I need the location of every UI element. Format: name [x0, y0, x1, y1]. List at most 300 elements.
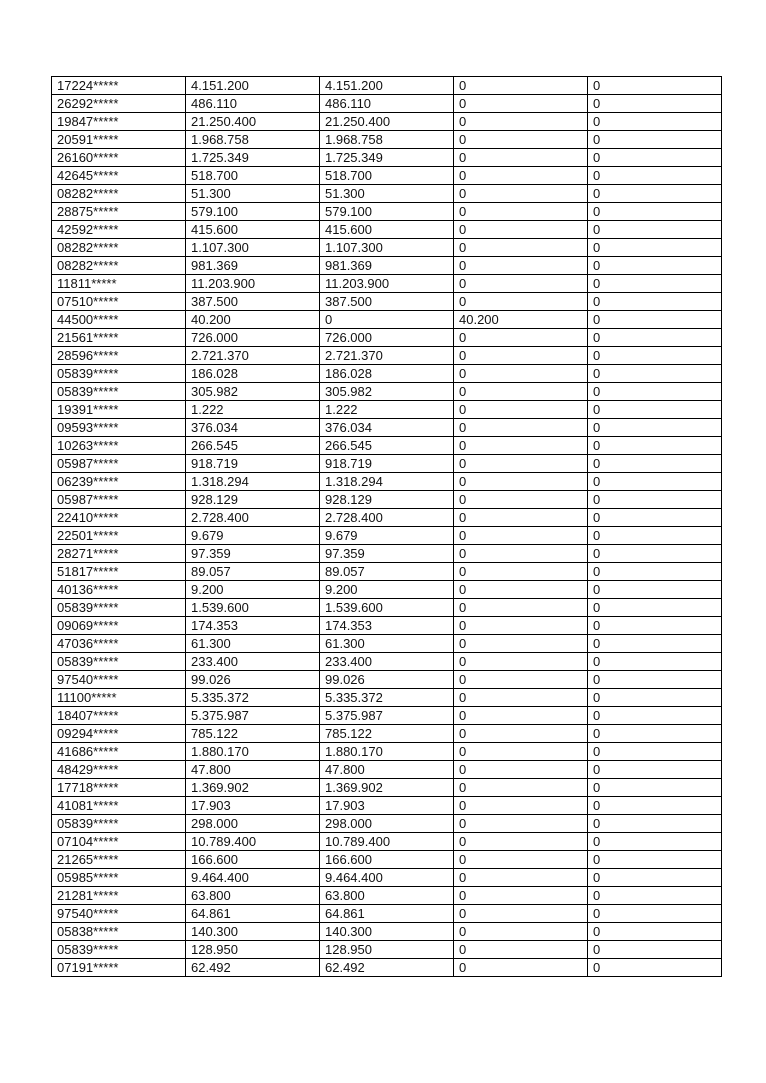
table-row — [52, 473, 722, 491]
paid-cell: 5.335.372 — [320, 689, 454, 707]
other-cell: 0 — [588, 329, 722, 347]
paid-cell: 9.464.400 — [320, 869, 454, 887]
id-cell: 05839***** — [52, 383, 186, 401]
remaining-cell: 40.200 — [454, 311, 588, 329]
remaining-cell: 0 — [454, 509, 588, 527]
id-cell: 19391***** — [52, 401, 186, 419]
paid-cell: 9.200 — [320, 581, 454, 599]
paid-cell: 0 — [320, 311, 454, 329]
table-row — [52, 275, 722, 293]
other-cell: 0 — [588, 185, 722, 203]
data-table — [51, 76, 722, 977]
id-cell: 17224***** — [52, 77, 186, 95]
id-cell: 97540***** — [52, 905, 186, 923]
amount-cell: 174.353 — [186, 617, 320, 635]
table-row — [52, 941, 722, 959]
remaining-cell: 0 — [454, 275, 588, 293]
other-cell: 0 — [588, 941, 722, 959]
amount-cell: 2.728.400 — [186, 509, 320, 527]
paid-cell: 61.300 — [320, 635, 454, 653]
id-cell: 06239***** — [52, 473, 186, 491]
table-row — [52, 563, 722, 581]
table-row — [52, 491, 722, 509]
paid-cell: 579.100 — [320, 203, 454, 221]
table-row — [52, 599, 722, 617]
paid-cell: 1.539.600 — [320, 599, 454, 617]
id-cell: 17718***** — [52, 779, 186, 797]
paid-cell: 4.151.200 — [320, 77, 454, 95]
paid-cell: 233.400 — [320, 653, 454, 671]
remaining-cell: 0 — [454, 401, 588, 419]
paid-cell: 97.359 — [320, 545, 454, 563]
table-row — [52, 815, 722, 833]
id-cell: 09069***** — [52, 617, 186, 635]
table-row — [52, 419, 722, 437]
remaining-cell: 0 — [454, 545, 588, 563]
id-cell: 22501***** — [52, 527, 186, 545]
paid-cell: 186.028 — [320, 365, 454, 383]
other-cell: 0 — [588, 707, 722, 725]
paid-cell: 166.600 — [320, 851, 454, 869]
other-cell: 0 — [588, 239, 722, 257]
remaining-cell: 0 — [454, 257, 588, 275]
amount-cell: 1.880.170 — [186, 743, 320, 761]
other-cell: 0 — [588, 833, 722, 851]
table-row — [52, 329, 722, 347]
id-cell: 40136***** — [52, 581, 186, 599]
amount-cell: 11.203.900 — [186, 275, 320, 293]
amount-cell: 5.375.987 — [186, 707, 320, 725]
table-row — [52, 221, 722, 239]
other-cell: 0 — [588, 743, 722, 761]
table-row — [52, 401, 722, 419]
paid-cell: 1.107.300 — [320, 239, 454, 257]
table-row — [52, 905, 722, 923]
id-cell: 21265***** — [52, 851, 186, 869]
other-cell: 0 — [588, 131, 722, 149]
id-cell: 10263***** — [52, 437, 186, 455]
remaining-cell: 0 — [454, 293, 588, 311]
amount-cell: 63.800 — [186, 887, 320, 905]
remaining-cell: 0 — [454, 815, 588, 833]
id-cell: 05839***** — [52, 599, 186, 617]
amount-cell: 166.600 — [186, 851, 320, 869]
remaining-cell: 0 — [454, 779, 588, 797]
paid-cell: 62.492 — [320, 959, 454, 977]
other-cell: 0 — [588, 401, 722, 419]
paid-cell: 1.222 — [320, 401, 454, 419]
remaining-cell: 0 — [454, 383, 588, 401]
amount-cell: 785.122 — [186, 725, 320, 743]
other-cell: 0 — [588, 851, 722, 869]
table-row — [52, 707, 722, 725]
other-cell: 0 — [588, 527, 722, 545]
id-cell: 41686***** — [52, 743, 186, 761]
remaining-cell: 0 — [454, 599, 588, 617]
amount-cell: 518.700 — [186, 167, 320, 185]
id-cell: 21561***** — [52, 329, 186, 347]
other-cell: 0 — [588, 95, 722, 113]
table-row — [52, 527, 722, 545]
other-cell: 0 — [588, 923, 722, 941]
amount-cell: 89.057 — [186, 563, 320, 581]
remaining-cell: 0 — [454, 527, 588, 545]
table-row — [52, 203, 722, 221]
remaining-cell: 0 — [454, 419, 588, 437]
id-cell: 08282***** — [52, 257, 186, 275]
other-cell: 0 — [588, 383, 722, 401]
paid-cell: 1.725.349 — [320, 149, 454, 167]
remaining-cell: 0 — [454, 365, 588, 383]
other-cell: 0 — [588, 275, 722, 293]
amount-cell: 140.300 — [186, 923, 320, 941]
table-row — [52, 437, 722, 455]
other-cell: 0 — [588, 725, 722, 743]
id-cell: 11100***** — [52, 689, 186, 707]
table-row — [52, 95, 722, 113]
amount-cell: 17.903 — [186, 797, 320, 815]
other-cell: 0 — [588, 689, 722, 707]
other-cell: 0 — [588, 617, 722, 635]
id-cell: 05839***** — [52, 815, 186, 833]
amount-cell: 387.500 — [186, 293, 320, 311]
paid-cell: 140.300 — [320, 923, 454, 941]
remaining-cell: 0 — [454, 959, 588, 977]
other-cell: 0 — [588, 113, 722, 131]
table-row — [52, 311, 722, 329]
remaining-cell: 0 — [454, 743, 588, 761]
remaining-cell: 0 — [454, 221, 588, 239]
other-cell: 0 — [588, 545, 722, 563]
paid-cell: 10.789.400 — [320, 833, 454, 851]
paid-cell: 174.353 — [320, 617, 454, 635]
amount-cell: 486.110 — [186, 95, 320, 113]
remaining-cell: 0 — [454, 905, 588, 923]
remaining-cell: 0 — [454, 851, 588, 869]
remaining-cell: 0 — [454, 869, 588, 887]
table-row — [52, 131, 722, 149]
paid-cell: 305.982 — [320, 383, 454, 401]
paid-cell: 981.369 — [320, 257, 454, 275]
amount-cell: 376.034 — [186, 419, 320, 437]
id-cell: 41081***** — [52, 797, 186, 815]
amount-cell: 61.300 — [186, 635, 320, 653]
remaining-cell: 0 — [454, 617, 588, 635]
other-cell: 0 — [588, 419, 722, 437]
amount-cell: 415.600 — [186, 221, 320, 239]
id-cell: 09593***** — [52, 419, 186, 437]
id-cell: 28875***** — [52, 203, 186, 221]
id-cell: 18407***** — [52, 707, 186, 725]
other-cell: 0 — [588, 815, 722, 833]
id-cell: 11811***** — [52, 275, 186, 293]
table-row — [52, 887, 722, 905]
paid-cell: 63.800 — [320, 887, 454, 905]
table-row — [52, 869, 722, 887]
other-cell: 0 — [588, 77, 722, 95]
amount-cell: 1.539.600 — [186, 599, 320, 617]
id-cell: 28271***** — [52, 545, 186, 563]
table-row — [52, 239, 722, 257]
other-cell: 0 — [588, 671, 722, 689]
amount-cell: 1.369.902 — [186, 779, 320, 797]
table-row — [52, 851, 722, 869]
table-row — [52, 185, 722, 203]
table-row — [52, 347, 722, 365]
id-cell: 97540***** — [52, 671, 186, 689]
amount-cell: 2.721.370 — [186, 347, 320, 365]
id-cell: 05838***** — [52, 923, 186, 941]
other-cell: 0 — [588, 167, 722, 185]
id-cell: 20591***** — [52, 131, 186, 149]
other-cell: 0 — [588, 257, 722, 275]
paid-cell: 5.375.987 — [320, 707, 454, 725]
other-cell: 0 — [588, 635, 722, 653]
table-row — [52, 671, 722, 689]
other-cell: 0 — [588, 905, 722, 923]
paid-cell: 415.600 — [320, 221, 454, 239]
remaining-cell: 0 — [454, 185, 588, 203]
id-cell: 05839***** — [52, 653, 186, 671]
other-cell: 0 — [588, 311, 722, 329]
id-cell: 26292***** — [52, 95, 186, 113]
amount-cell: 1.107.300 — [186, 239, 320, 257]
id-cell: 05985***** — [52, 869, 186, 887]
table-row — [52, 383, 722, 401]
amount-cell: 186.028 — [186, 365, 320, 383]
id-cell: 08282***** — [52, 185, 186, 203]
amount-cell: 233.400 — [186, 653, 320, 671]
paid-cell: 518.700 — [320, 167, 454, 185]
table-row — [52, 833, 722, 851]
paid-cell: 1.968.758 — [320, 131, 454, 149]
remaining-cell: 0 — [454, 329, 588, 347]
id-cell: 19847***** — [52, 113, 186, 131]
other-cell: 0 — [588, 365, 722, 383]
id-cell: 07510***** — [52, 293, 186, 311]
paid-cell: 128.950 — [320, 941, 454, 959]
amount-cell: 64.861 — [186, 905, 320, 923]
remaining-cell: 0 — [454, 833, 588, 851]
remaining-cell: 0 — [454, 113, 588, 131]
table-row — [52, 293, 722, 311]
amount-cell: 9.464.400 — [186, 869, 320, 887]
paid-cell: 2.721.370 — [320, 347, 454, 365]
paid-cell: 99.026 — [320, 671, 454, 689]
table-row — [52, 365, 722, 383]
paid-cell: 1.318.294 — [320, 473, 454, 491]
other-cell: 0 — [588, 959, 722, 977]
remaining-cell: 0 — [454, 887, 588, 905]
table-row — [52, 257, 722, 275]
amount-cell: 4.151.200 — [186, 77, 320, 95]
table-row — [52, 635, 722, 653]
paid-cell: 2.728.400 — [320, 509, 454, 527]
id-cell: 05839***** — [52, 365, 186, 383]
other-cell: 0 — [588, 509, 722, 527]
id-cell: 05839***** — [52, 941, 186, 959]
paid-cell: 387.500 — [320, 293, 454, 311]
amount-cell: 1.725.349 — [186, 149, 320, 167]
paid-cell: 47.800 — [320, 761, 454, 779]
id-cell: 47036***** — [52, 635, 186, 653]
other-cell: 0 — [588, 293, 722, 311]
other-cell: 0 — [588, 887, 722, 905]
remaining-cell: 0 — [454, 689, 588, 707]
table-row — [52, 653, 722, 671]
amount-cell: 5.335.372 — [186, 689, 320, 707]
table-row — [52, 545, 722, 563]
table-row — [52, 797, 722, 815]
id-cell: 21281***** — [52, 887, 186, 905]
other-cell: 0 — [588, 869, 722, 887]
id-cell: 07191***** — [52, 959, 186, 977]
table-row — [52, 167, 722, 185]
remaining-cell: 0 — [454, 239, 588, 257]
table-row — [52, 113, 722, 131]
amount-cell: 579.100 — [186, 203, 320, 221]
remaining-cell: 0 — [454, 725, 588, 743]
id-cell: 48429***** — [52, 761, 186, 779]
paid-cell: 11.203.900 — [320, 275, 454, 293]
amount-cell: 51.300 — [186, 185, 320, 203]
amount-cell: 981.369 — [186, 257, 320, 275]
paid-cell: 918.719 — [320, 455, 454, 473]
amount-cell: 726.000 — [186, 329, 320, 347]
id-cell: 26160***** — [52, 149, 186, 167]
table-body — [52, 77, 722, 977]
remaining-cell: 0 — [454, 941, 588, 959]
amount-cell: 99.026 — [186, 671, 320, 689]
id-cell: 09294***** — [52, 725, 186, 743]
other-cell: 0 — [588, 149, 722, 167]
other-cell: 0 — [588, 797, 722, 815]
amount-cell: 10.789.400 — [186, 833, 320, 851]
other-cell: 0 — [588, 455, 722, 473]
other-cell: 0 — [588, 581, 722, 599]
amount-cell: 9.679 — [186, 527, 320, 545]
other-cell: 0 — [588, 653, 722, 671]
other-cell: 0 — [588, 203, 722, 221]
id-cell: 08282***** — [52, 239, 186, 257]
table-row — [52, 149, 722, 167]
amount-cell: 47.800 — [186, 761, 320, 779]
table-row — [52, 689, 722, 707]
remaining-cell: 0 — [454, 437, 588, 455]
remaining-cell: 0 — [454, 653, 588, 671]
table-row — [52, 959, 722, 977]
paid-cell: 64.861 — [320, 905, 454, 923]
table-row — [52, 581, 722, 599]
remaining-cell: 0 — [454, 95, 588, 113]
other-cell: 0 — [588, 347, 722, 365]
amount-cell: 266.545 — [186, 437, 320, 455]
paid-cell: 726.000 — [320, 329, 454, 347]
id-cell: 05987***** — [52, 491, 186, 509]
remaining-cell: 0 — [454, 149, 588, 167]
id-cell: 05987***** — [52, 455, 186, 473]
paid-cell: 486.110 — [320, 95, 454, 113]
amount-cell: 298.000 — [186, 815, 320, 833]
amount-cell: 40.200 — [186, 311, 320, 329]
remaining-cell: 0 — [454, 203, 588, 221]
remaining-cell: 0 — [454, 581, 588, 599]
amount-cell: 1.968.758 — [186, 131, 320, 149]
table-row — [52, 509, 722, 527]
other-cell: 0 — [588, 563, 722, 581]
table-row — [52, 617, 722, 635]
other-cell: 0 — [588, 779, 722, 797]
table-row — [52, 923, 722, 941]
paid-cell: 785.122 — [320, 725, 454, 743]
amount-cell: 1.222 — [186, 401, 320, 419]
remaining-cell: 0 — [454, 131, 588, 149]
other-cell: 0 — [588, 473, 722, 491]
amount-cell: 97.359 — [186, 545, 320, 563]
remaining-cell: 0 — [454, 797, 588, 815]
remaining-cell: 0 — [454, 77, 588, 95]
table-row — [52, 743, 722, 761]
id-cell: 51817***** — [52, 563, 186, 581]
paid-cell: 266.545 — [320, 437, 454, 455]
remaining-cell: 0 — [454, 167, 588, 185]
table-row — [52, 779, 722, 797]
other-cell: 0 — [588, 221, 722, 239]
remaining-cell: 0 — [454, 707, 588, 725]
remaining-cell: 0 — [454, 455, 588, 473]
paid-cell: 298.000 — [320, 815, 454, 833]
other-cell: 0 — [588, 491, 722, 509]
amount-cell: 1.318.294 — [186, 473, 320, 491]
remaining-cell: 0 — [454, 671, 588, 689]
id-cell: 42645***** — [52, 167, 186, 185]
paid-cell: 51.300 — [320, 185, 454, 203]
id-cell: 28596***** — [52, 347, 186, 365]
remaining-cell: 0 — [454, 635, 588, 653]
other-cell: 0 — [588, 761, 722, 779]
paid-cell: 9.679 — [320, 527, 454, 545]
id-cell: 44500***** — [52, 311, 186, 329]
table-row — [52, 725, 722, 743]
amount-cell: 9.200 — [186, 581, 320, 599]
other-cell: 0 — [588, 599, 722, 617]
paid-cell: 1.369.902 — [320, 779, 454, 797]
paid-cell: 21.250.400 — [320, 113, 454, 131]
table-row — [52, 77, 722, 95]
paid-cell: 89.057 — [320, 563, 454, 581]
id-cell: 07104***** — [52, 833, 186, 851]
amount-cell: 918.719 — [186, 455, 320, 473]
remaining-cell: 0 — [454, 491, 588, 509]
remaining-cell: 0 — [454, 923, 588, 941]
remaining-cell: 0 — [454, 473, 588, 491]
amount-cell: 928.129 — [186, 491, 320, 509]
table-row — [52, 761, 722, 779]
paid-cell: 1.880.170 — [320, 743, 454, 761]
id-cell: 22410***** — [52, 509, 186, 527]
amount-cell: 62.492 — [186, 959, 320, 977]
amount-cell: 128.950 — [186, 941, 320, 959]
table-row — [52, 455, 722, 473]
amount-cell: 21.250.400 — [186, 113, 320, 131]
paid-cell: 17.903 — [320, 797, 454, 815]
id-cell: 42592***** — [52, 221, 186, 239]
remaining-cell: 0 — [454, 347, 588, 365]
paid-cell: 376.034 — [320, 419, 454, 437]
remaining-cell: 0 — [454, 563, 588, 581]
remaining-cell: 0 — [454, 761, 588, 779]
amount-cell: 305.982 — [186, 383, 320, 401]
